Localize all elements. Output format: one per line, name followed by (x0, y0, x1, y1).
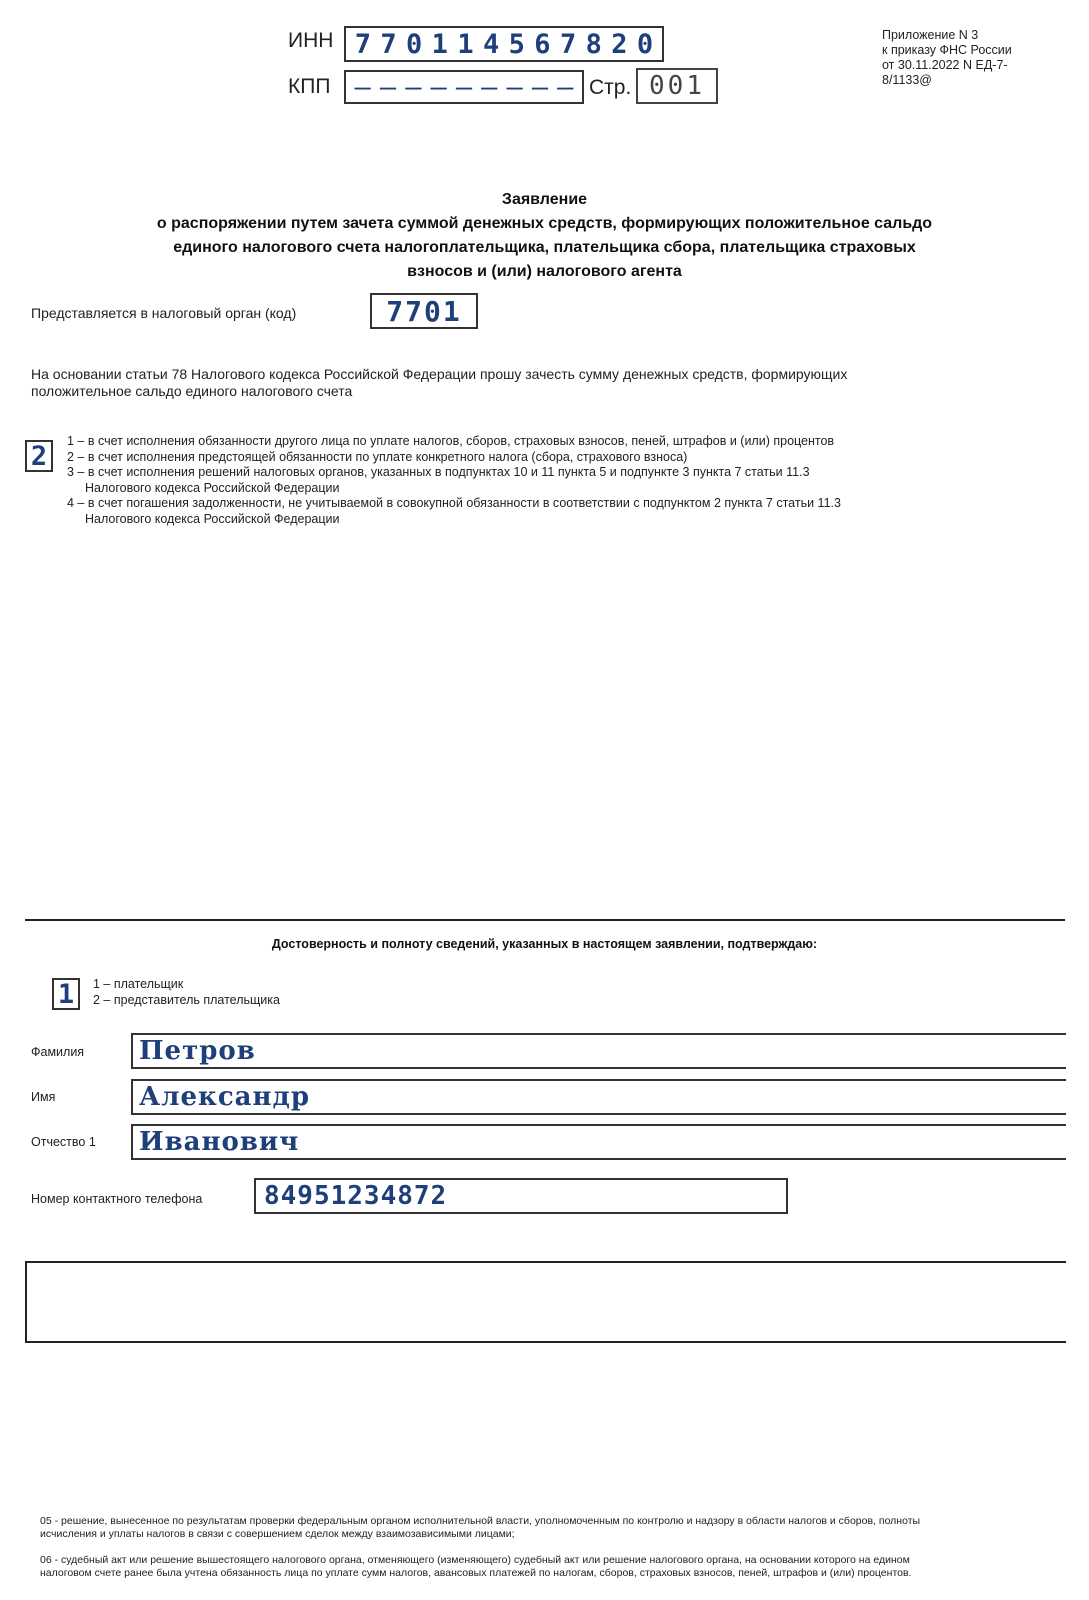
inn-field[interactable] (344, 26, 664, 62)
option-text: 2 – в счет исполнения предстоящей обязанности по уплате конкретного налога (сбора, страхового взноса) (67, 449, 688, 464)
confirmer-type-field[interactable] (52, 978, 80, 1010)
option-text: Налогового кодекса Российской Федерации (85, 480, 340, 495)
footnote-05 (40, 1515, 1040, 1540)
annex-line: от 30.11.2022 N ЕД-7- (882, 58, 1008, 72)
authority-code-field[interactable] (370, 293, 478, 329)
inn-digit: 0 (636, 28, 654, 60)
kpp-field[interactable] (344, 70, 584, 104)
confirmation-heading: Достоверность и полноту сведений, указанных в настоящем заявлении, подтверждаю: (271, 937, 818, 951)
annex-note (882, 28, 1062, 88)
section-divider (25, 919, 1065, 921)
inn-digit: 5 (508, 28, 525, 60)
annex-line: к приказу ФНС России (882, 43, 1012, 57)
inn-digit: 7 (354, 28, 371, 60)
patronymic-field[interactable] (131, 1124, 1066, 1160)
inn-digit: 2 (611, 28, 628, 60)
basis-text (31, 366, 847, 400)
inn-label: ИНН (288, 29, 334, 52)
kpp-dash: – (557, 71, 574, 103)
inn-digit: 1 (457, 28, 474, 60)
footnote-line: исчисления и уплаты налогов в связи с совершением сделок между взаимозависимыми лицами; (40, 1527, 515, 1540)
option-text: 3 – в счет исполнения решений налоговых органов, указанных в подпунктах 10 и 11 пункта 5 и подпункте 3 пункта 7 статьи 11.3 (67, 465, 810, 479)
signature-area[interactable] (25, 1261, 1066, 1343)
footnote-line: 06 - судебный акт или решение вышестоящего налогового органа, отменяющего (изменяющего) судебный акт или решение налогового органа, на основании которого на едином (40, 1554, 910, 1566)
phone-field[interactable] (254, 1178, 788, 1214)
confirmer-options (93, 977, 280, 1008)
phone-value: 84951234872 (264, 1181, 448, 1211)
surname-field[interactable] (131, 1033, 1066, 1069)
option-text: 4 – в счет погашения задолженности, не учитываемой в совокупной обязанности в соответствии с подпунктом 2 пункта 7 статьи 11.3 (67, 496, 841, 510)
kpp-dash: – (430, 71, 447, 103)
phone-label: Номер контактного телефона (31, 1192, 203, 1206)
kpp-dash: – (481, 71, 498, 103)
inn-digit: 7 (380, 28, 397, 60)
document-title (0, 188, 1089, 284)
offset-type-value: 2 (30, 440, 48, 472)
title-line: о распоряжении путем зачета суммой денежных средств, формирующих положительное сальдо (156, 215, 933, 232)
kpp-dash: – (379, 71, 397, 103)
confirmer-type-value: 1 (57, 978, 75, 1010)
offset-type-field[interactable] (25, 440, 53, 472)
inn-digit: 1 (431, 28, 448, 60)
annex-line: 8/1133@ (882, 73, 932, 87)
offset-type-options (67, 434, 841, 527)
name-value: Александр (139, 1082, 311, 1112)
patronymic-label: Отчество 1 (31, 1135, 96, 1149)
kpp-dash: – (455, 71, 473, 103)
basis-line: положительное сальдо единого налогового счета (31, 383, 353, 399)
kpp-dash: – (531, 71, 549, 103)
option-text: 1 – плательщик (93, 977, 184, 991)
title-line: единого налогового счета налогоплательщика, плательщика сбора, плательщика страховых (173, 239, 916, 256)
authority-label: Представляется в налоговый орган (код) (31, 305, 297, 321)
kpp-dash: – (405, 71, 422, 103)
annex-line: Приложение N 3 (882, 28, 979, 42)
inn-digit: 6 (534, 28, 551, 60)
kpp-dash: – (506, 71, 523, 103)
kpp-label: КПП (288, 75, 331, 98)
name-label: Имя (31, 1090, 56, 1104)
option-text: 2 – представитель плательщика (93, 992, 280, 1007)
footnote-line: 05 - решение, вынесенное по результатам проверки федеральным органом исполнительной власти, уполномоченным по контролю и надзору в области налогов и сборов, полноты (40, 1515, 921, 1527)
inn-digit: 7 (559, 28, 577, 60)
option-text: 1 – в счет исполнения обязанности другого лица по уплате налогов, сборов, страховых взносов, пеней, штрафов и (или) процентов (67, 434, 835, 448)
page-number-field[interactable] (636, 68, 718, 104)
page-label: Стр. (589, 76, 632, 99)
kpp-dash: – (354, 71, 371, 103)
patronymic-value: Иванович (139, 1127, 300, 1157)
inn-digit: 8 (585, 28, 602, 60)
title-line: взносов и (или) налогового агента (407, 263, 682, 280)
authority-code: 7701 (386, 294, 462, 328)
page-number: 001 (649, 71, 705, 101)
title-line: Заявление (501, 191, 588, 208)
surname-label: Фамилия (31, 1045, 85, 1059)
option-text: Налогового кодекса Российской Федерации (85, 511, 340, 526)
footnote-06 (40, 1554, 1040, 1579)
inn-digit: 4 (482, 28, 500, 60)
inn-digit: 0 (406, 28, 423, 60)
footnote-line: налоговом счете ранее была учтена обязанность лица по уплате сумм налогов, авансовых платежей по налогам, сборов, страховых взносов, пеней, штрафов и (или) процентов. (40, 1566, 912, 1579)
basis-line: На основании статьи 78 Налогового кодекса Российской Федерации прошу зачесть сумму денежных средств, формирующих (31, 366, 848, 382)
surname-value: Петров (139, 1036, 256, 1066)
name-field[interactable] (131, 1079, 1066, 1115)
